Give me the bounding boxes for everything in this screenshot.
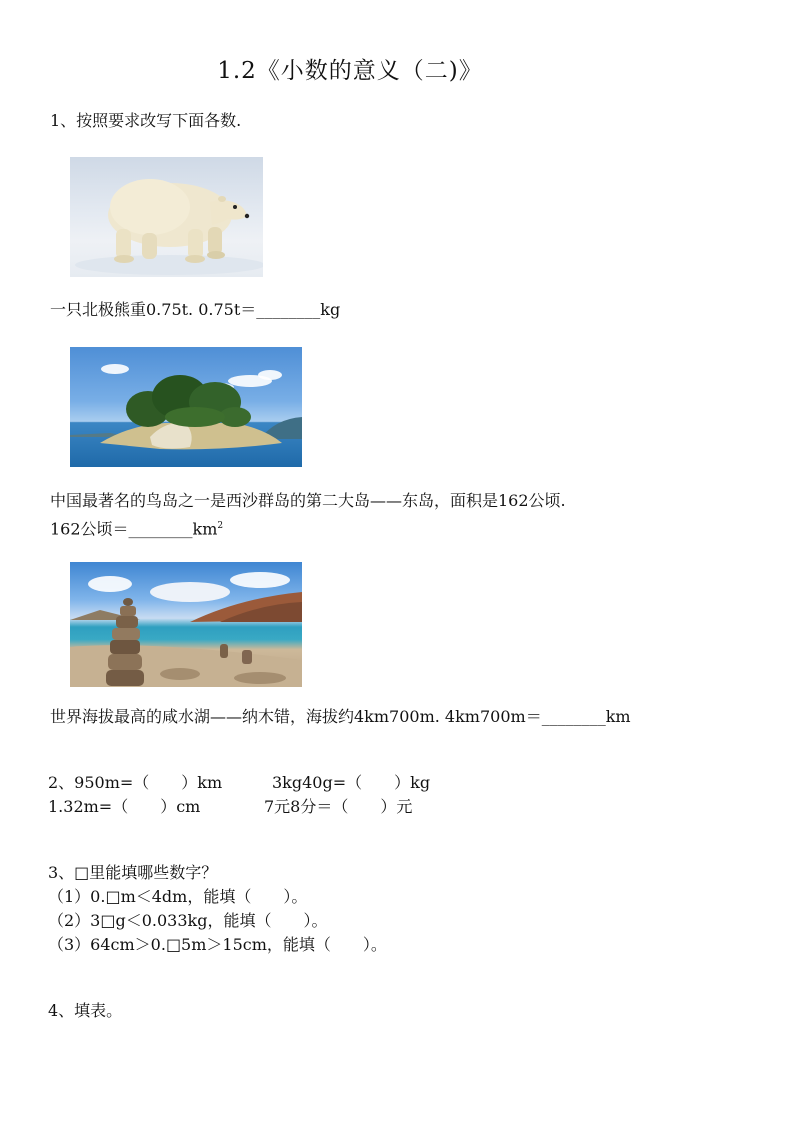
page-title: 1.2《小数的意义（二)》 <box>217 58 483 84</box>
question-1-item-1: 一只北极熊重0.75t. 0.75t＝________kg <box>50 300 341 319</box>
question-3-item-2: （2）3□g＜0.033kg，能填（ ）。 <box>48 911 328 930</box>
square-superscript: 2 <box>217 521 224 531</box>
salt-lake-illustration <box>70 562 302 687</box>
question-1-item-2-line-2 <box>50 515 223 540</box>
question-3-heading: 3、□里能填哪些数字？ <box>48 863 218 882</box>
polar-bear-illustration <box>70 157 263 277</box>
question-4-heading: 4、填表。 <box>48 1001 123 1020</box>
island-image <box>70 347 302 467</box>
salt-lake-image <box>70 562 302 687</box>
question-1-item-2-line-1: 中国最著名的鸟岛之一是西沙群岛的第二大岛——东岛，面积是162公顷. <box>50 491 566 510</box>
question-2-line-2b: 7元8分＝（ ）元 <box>264 797 413 816</box>
question-2-line-1b: 3kg40g=（ ）kg <box>272 773 431 792</box>
polar-bear-image <box>70 157 263 277</box>
question-3-item-3: （3）64cm＞0.□5m＞15cm，能填（ ）。 <box>48 935 387 954</box>
question-1-item-3: 世界海拔最高的咸水湖——纳木错，海拔约4km700m. 4km700m＝________km <box>50 707 631 726</box>
question-1-heading: 1、按照要求改写下面各数. <box>50 111 242 130</box>
question-2-line-2a: 1.32m=（ ）cm <box>48 797 201 816</box>
question-1-item-2-text: 162公顷＝________km <box>50 519 218 539</box>
island-illustration <box>70 347 302 467</box>
question-2-line-1a: 2、950m=（ ）km <box>48 773 223 792</box>
question-3-item-1: （1）0.□m＜4dm，能填（ ）。 <box>48 887 308 906</box>
